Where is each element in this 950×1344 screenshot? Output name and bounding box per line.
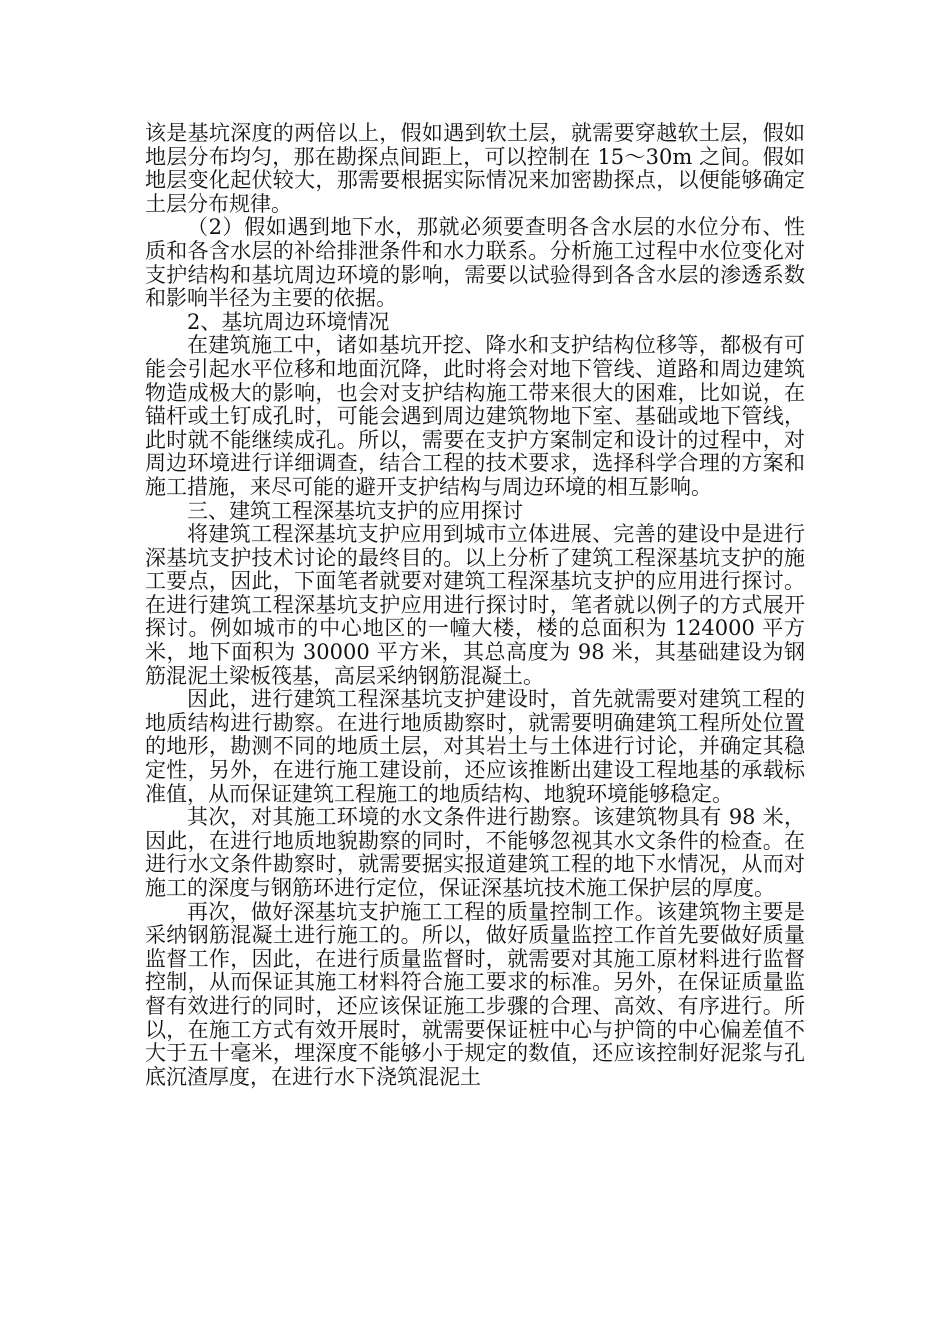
paragraph-continuation: 该是基坑深度的两倍以上，假如遇到软土层，就需要穿越软土层，假如地层分布均匀，那在勘探点间距上，可以控制在 15～30m 之间。假如地层变化起伏较大，那需要根据实际情况来加密勘探点，以便能够确定土层分布规律。 bbox=[145, 121, 805, 216]
paragraph-quality-control: 再次，做好深基坑支护施工工程的质量控制工作。该建筑物主要是采纳钢筋混凝土进行施工的。所以，做好质量监控工作首先要做好质量监督工作，因此，在进行质量监督时，就需要对其施工原材料进行监督控制，从而保证其施工材料符合施工要求的标准。另外，在保证质量监督有效进行的同时，还应该保证施工步骤的合理、高效、有序进行。所以，在施工方式有效开展时，就需要保证桩中心与护筒的中心偏差值不大于五十毫米，埋深度不能够小于规定的数值，还应该控制好泥浆与孔底沉渣厚度，在进行水下浇筑混泥土 bbox=[145, 899, 805, 1089]
document-page bbox=[145, 122, 805, 1089]
paragraph-hydrology-survey: 其次，对其施工环境的水文条件进行勘察。该建筑物具有 98 米，因此，在进行地质地貌勘察的同时，不能够忽视其水文条件的检查。在进行水文条件勘察时，就需要据实报道建筑工程的地下水情况，从而对施工的深度与钢筋环进行定位，保证深基坑技术施工保护层的厚度。 bbox=[145, 805, 805, 900]
paragraph-environment: 在建筑施工中，诸如基坑开挖、降水和支护结构位移等，都极有可能会引起水平位移和地面沉降，此时将会对地下管线、道路和周边建筑物造成极大的影响，也会对支护结构施工带来很大的困难，比如说，在锚杆或土钉成孔时，可能会遇到周边建筑物地下室、基础或地下管线，此时就不能继续成孔。所以，需要在支护方案制定和设计的过程中，对周边环境进行详细调查，结合工程的技术要求，选择科学合理的方案和施工措施，来尽可能的避开支护结构与周边环境的相互影响。 bbox=[145, 333, 805, 499]
paragraph-application-intro: 将建筑工程深基坑支护应用到城市立体进展、完善的建设中是进行深基坑支护技术讨论的最终目的。以上分析了建筑工程深基坑支护的施工要点，因此，下面笔者就要对建筑工程深基坑支护的应用进行探讨。在进行建筑工程深基坑支护应用进行探讨时，笔者就以例子的方式展开探讨。例如城市的中心地区的一幢大楼，楼的总面积为 124000 平方米，地下面积为 30000 平方米，其总高度为 98 米，其基础建设为钢筋混泥土梁板筏基，高层采纳钢筋混凝土。 bbox=[145, 522, 805, 688]
paragraph-groundwater: （2）假如遇到地下水，那就必须要查明各含水层的水位分布、性质和各含水层的补给排泄条件和水力联系。分析施工过程中水位变化对支护结构和基坑周边环境的影响，需要以试验得到各含水层的渗透系数和影响半径为主要的依据。 bbox=[145, 215, 805, 311]
section-heading-application: 三、建筑工程深基坑支护的应用探讨 bbox=[187, 498, 523, 523]
paragraph-geology-survey: 因此，进行建筑工程深基坑支护建设时，首先就需要对建筑工程的地质结构进行勘察。在进行地质勘察时，就需要明确建筑工程所处位置的地形，勘测不同的地质土层，对其岩土与土体进行讨论，并确定其稳定性，另外，在进行施工建设前，还应该推断出建设工程地基的承载标准值，从而保证建筑工程施工的地质结构、地貌环境能够稳定。 bbox=[145, 687, 805, 806]
section-heading-environment: 2、基坑周边环境情况 bbox=[187, 309, 390, 334]
